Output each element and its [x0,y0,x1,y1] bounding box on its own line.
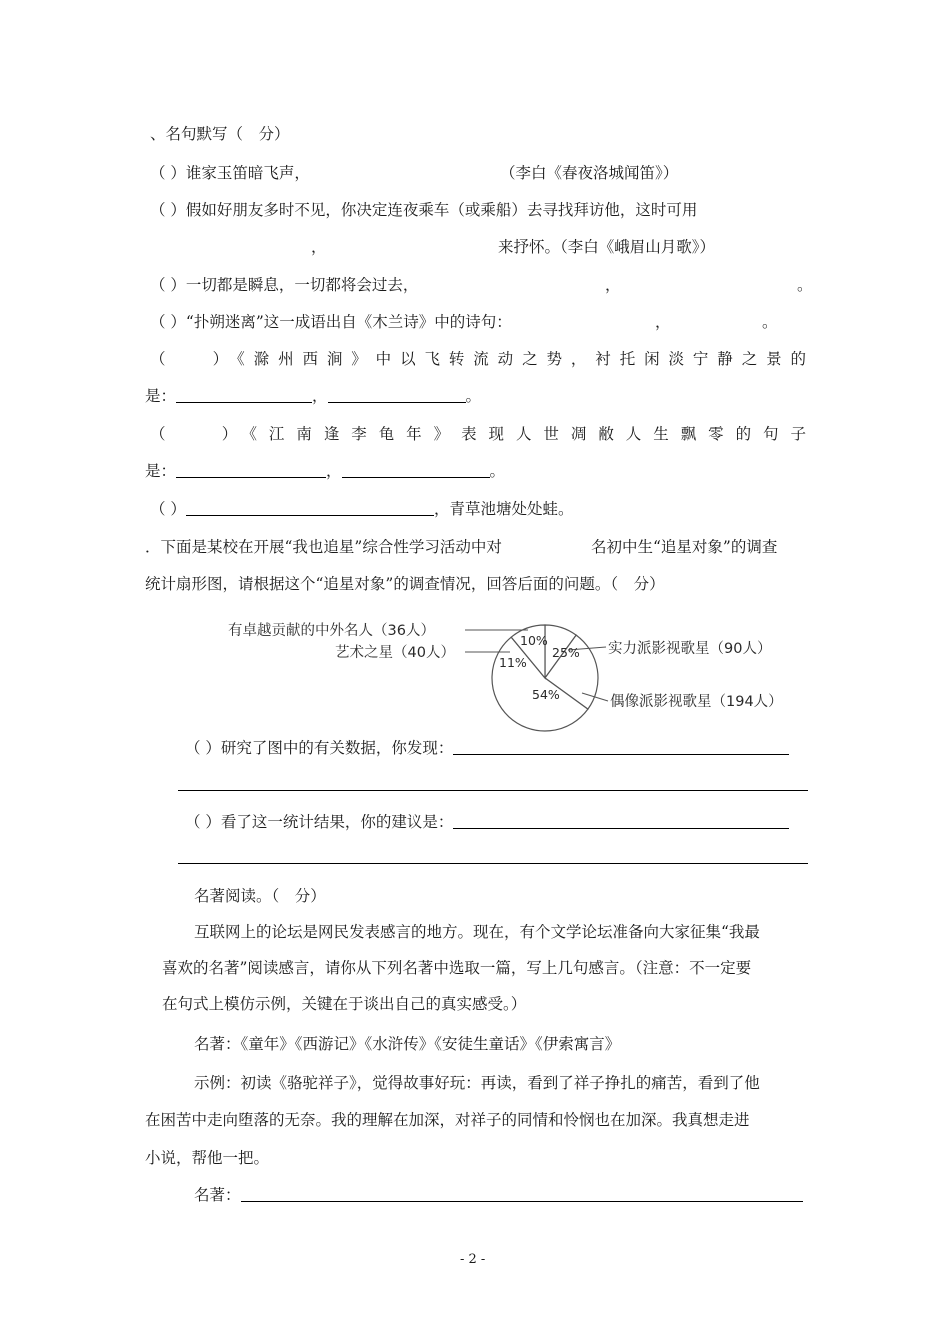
q6-comma: ， [326,462,342,480]
q6-answer-line [145,461,505,481]
pct-art: 11% [499,655,527,670]
sec2-q1-answer-line[interactable] [178,790,808,791]
sec3-example-line3: 小说，帮他一把。 [145,1149,270,1167]
q5-text: （ ）《滁州西涧》中以飞转流动之势，衬托闲淡宁静之景的 [150,350,806,368]
sec2-q2-answer-line[interactable] [178,863,808,864]
section1-title: 、名句默写（ 分） [150,125,290,143]
section3-title: 名著阅读。（ 分） [194,887,326,905]
q7-answer-line [150,499,573,519]
pie-chart [210,615,830,735]
q7-prefix: （ ） [150,500,186,518]
q1-text: （ ）谁家玉笛暗飞声， [150,164,310,182]
label-power-stars: 实力派影视歌星（90人） [608,641,772,657]
page-number: - 2 - [460,1252,486,1267]
sec2-q2-blank[interactable] [453,813,789,829]
pct-idol-stars: 54% [532,687,560,702]
sec2-q2-label: （ ）看了这一统计结果，你的建议是： [185,813,454,831]
q2-comma: ， [311,238,327,256]
sec2-q1-label: （ ）研究了图中的有关数据，你发现： [185,739,454,757]
q2-text: （ ）假如好朋友多时不见，你决定连夜乘车（或乘船）去寻找拜访他，这时可用 [150,201,698,219]
q5-period: 。 [465,387,482,405]
pct-power-stars: 25% [552,645,580,660]
q3-comma: ， [605,276,621,294]
sec3-books: 名著：《童年》《西游记》《水浒传》《安徒生童话》《伊索寓言》 [194,1035,621,1053]
sec2-q2 [185,812,789,832]
q4-text: （ ）“扑朔迷离”这一成语出自《木兰诗》中的诗句： [150,313,512,331]
q2-source: 来抒怀。（李白《峨眉山月歌》） [498,238,716,256]
q5-answer-line [145,386,481,406]
q6-prefix: 是： [145,462,177,480]
q1-source: （李白《春夜洛城闻笛》） [500,164,679,182]
sec3-answer-blank[interactable] [241,1186,803,1202]
label-famous: 有卓越贡献的中外名人（36人） [228,623,435,639]
sec2-q1 [185,738,789,758]
sec3-example-line1: 示例：初读《骆驼祥子》，觉得故事好玩：再读，看到了祥子挣扎的痛苦，看到了他 [194,1074,760,1092]
sec3-p1-line2: 喜欢的名著”阅读感言，请你从下列名著中选取一篇，写上几句感言。（注意：不一定要 [162,959,752,977]
q5-prefix: 是： [145,387,177,405]
label-art: 艺术之星（40人） [335,645,455,661]
q7-suffix: ，青草池塘处处蛙。 [433,500,574,518]
q6-blank-2[interactable] [342,462,490,478]
q6-text: （ ）《江南逢李龟年》表现人世凋敝人生飘零的句子 [150,425,806,443]
sec3-p1-line3: 在句式上模仿示例，关键在于谈出自己的真实感受。） [162,995,527,1013]
label-idol-stars: 偶像派影视歌星（194人） [610,694,783,710]
q7-blank[interactable] [186,500,434,516]
q4-comma: ， [655,313,671,331]
sec3-answer-label: 名著： [194,1186,241,1204]
q3-text: （ ）一切都是瞬息，一切都将会过去， [150,276,419,294]
q5-comma: ， [312,387,328,405]
q5-blank-1[interactable] [176,387,312,403]
sec3-p1-line1: 互联网上的论坛是网民发表感言的地方。现在，有个文学论坛准备向大家征集“我最 [194,923,760,941]
sec2-intro-2: 统计扇形图，请根据这个“追星对象”的调查情况，回答后面的问题。（ 分） [145,575,665,593]
pct-famous: 10% [520,633,548,648]
sec2-intro-b: 名初中生“追星对象”的调查 [591,538,778,556]
q3-period: 。 [797,276,813,294]
sec2-q1-blank[interactable] [453,739,789,755]
sec3-answer [194,1185,803,1205]
q4-period: 。 [762,313,778,331]
q5-blank-2[interactable] [328,387,466,403]
sec2-intro-a: ．下面是某校在开展“我也追星”综合性学习活动中对 [145,538,502,556]
q6-period: 。 [489,462,506,480]
q6-blank-1[interactable] [176,462,326,478]
sec3-example-line2: 在困苦中走向堕落的无奈。我的理解在加深，对祥子的同情和怜悯也在加深。我真想走进 [145,1111,750,1129]
